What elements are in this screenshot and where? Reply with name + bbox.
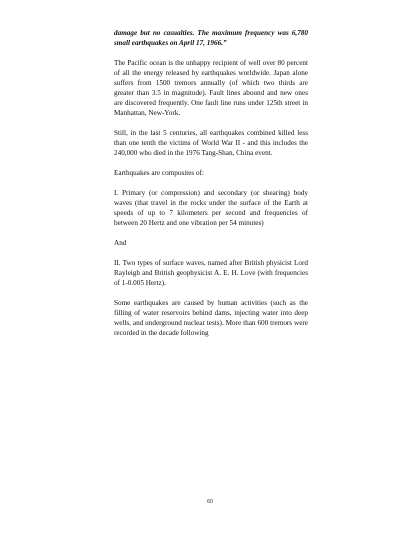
paragraph-surface-waves: II. Two types of surface waves, named after British physicist Lord Rayleigh and British geophysicist A. E. H. Love (with frequencies of 1-0.005 Hertz). — [114, 259, 308, 287]
paragraph-death-toll: Still, in the last 5 centuries, all earthquakes combined killed less than one tenth the victims of World War II - and this includes the 240,000 who died in the 1976 Tang-Shan, China event. — [114, 129, 308, 157]
document-page — [114, 28, 308, 348]
page-number: 60 — [206, 499, 214, 505]
paragraph-human-causes: Some earthquakes are caused by human activities (such as the filling of water reservoirs behind dams, injecting water into deep wells, and underground nuclear tests). More than 600 tremors were recorded in the decade following — [114, 299, 308, 337]
paragraph-pacific-ocean: The Pacific ocean is the unhappy recipient of well over 80 percent of all the energy released by earthquakes worldwide. Japan alone suffers from 1500 tremors annually (of which two thirds are greater than 3.5 in magnitude). Fault lines abound and new ones are discovered frequently. One fault line runs under 125th street in Manhattan, New-York. — [114, 59, 308, 117]
quote-continuation: damage but no casualties. The maximum frequency was 6,780 small earthquakes on April 17, 1966.” — [114, 29, 308, 47]
paragraph-body-waves: I. Primary (or compression) and secondary (or shearing) body waves (that travel in the rocks under the surface of the Earth at speeds of up to 7 kilometers per second and frequencies of between 20 Hertz and one vibration per 54 minutes) — [114, 189, 308, 227]
paragraph-composites-intro: Earthquakes are composites of: — [114, 169, 205, 177]
paragraph-and: And — [114, 239, 127, 247]
